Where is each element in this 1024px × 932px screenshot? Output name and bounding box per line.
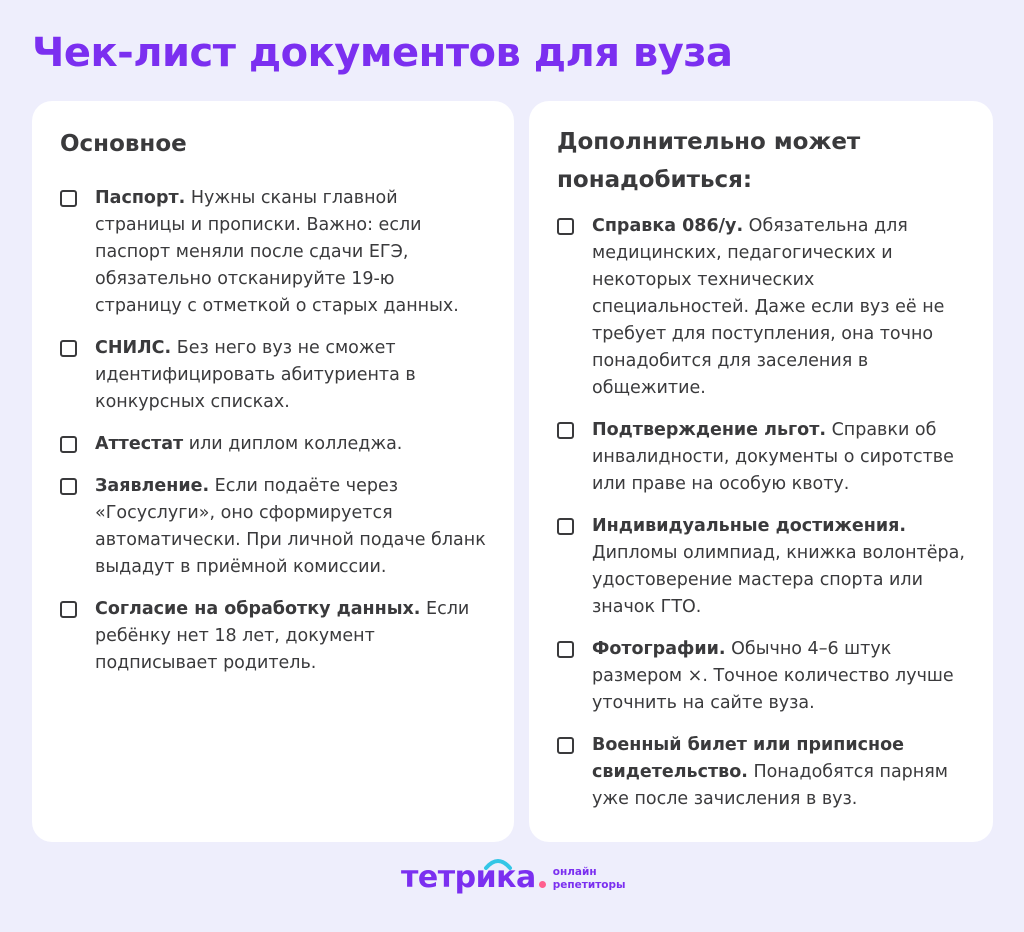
checkbox[interactable] bbox=[60, 478, 77, 495]
additional-documents-heading: Дополнительно может понадобиться: bbox=[557, 129, 861, 193]
item-description: Обычно 4–6 штук размером ×. Точное количество лучше уточнить на сайте вуза. bbox=[592, 639, 954, 713]
item-title: Фотографии. bbox=[592, 639, 726, 659]
checklist-item-application bbox=[60, 473, 486, 581]
checkbox[interactable] bbox=[60, 340, 77, 357]
item-title: Заявление. bbox=[95, 476, 210, 496]
item-description: Нужны сканы главной страницы и прописки. Важно: если паспорт меняли после сдачи ЕГЭ, обязательно отсканируйте 19-ю страницу с отметкой о старых данных. bbox=[95, 188, 459, 316]
item-title: Индивидуальные достижения. bbox=[592, 516, 907, 536]
logo-tagline bbox=[553, 866, 626, 892]
checklist-item-medical-certificate bbox=[557, 213, 965, 402]
item-text bbox=[95, 476, 486, 577]
item-description: Справки об инвалидности, документы о сиротстве или праве на особую квоту. bbox=[592, 420, 954, 494]
checklist-item-consent bbox=[60, 596, 486, 677]
item-description: Понадобятся парням уже после зачисления в вуз. bbox=[592, 762, 948, 809]
logo-wordmark bbox=[401, 860, 536, 896]
logo-dot-icon bbox=[539, 881, 546, 888]
item-text bbox=[592, 735, 948, 809]
checkbox[interactable] bbox=[557, 641, 574, 658]
additional-documents-card bbox=[529, 101, 993, 842]
item-text bbox=[95, 599, 469, 673]
item-description: Дипломы олимпиад, книжка волонтёра, удостоверение мастера спорта или значок ГТО. bbox=[592, 543, 965, 617]
item-text bbox=[95, 338, 416, 412]
item-title: Военный билет или приписное свидетельство. bbox=[592, 735, 905, 782]
item-title: Аттестат bbox=[95, 434, 184, 454]
checklist-item-benefits bbox=[557, 417, 965, 498]
item-description: Без него вуз не сможет идентифицировать абитуриента в конкурсных списках. bbox=[95, 338, 416, 412]
checkbox[interactable] bbox=[557, 422, 574, 439]
item-title: СНИЛС. bbox=[95, 338, 172, 358]
item-text bbox=[592, 516, 965, 617]
item-text bbox=[592, 420, 954, 494]
checklist-item-passport bbox=[60, 185, 486, 320]
logo-text: тетрика bbox=[401, 860, 536, 895]
additional-documents-list bbox=[557, 213, 965, 813]
item-text bbox=[592, 216, 944, 398]
checklist-item-military-id bbox=[557, 732, 965, 813]
page-title: Чек-лист документов для вуза bbox=[32, 30, 733, 76]
logo-tagline-line2: репетиторы bbox=[552, 879, 626, 891]
checklist-item-photos bbox=[557, 636, 965, 717]
main-documents-list bbox=[60, 185, 486, 677]
checkbox[interactable] bbox=[557, 218, 574, 235]
checkbox[interactable] bbox=[60, 436, 77, 453]
tetrika-logo[interactable] bbox=[401, 860, 626, 896]
checklist-item-achievements bbox=[557, 513, 965, 621]
item-text bbox=[95, 188, 459, 316]
checklist-item-certificate bbox=[60, 431, 486, 458]
item-title: Справка 086/у. bbox=[592, 216, 744, 236]
item-text bbox=[592, 639, 954, 713]
item-title: Паспорт. bbox=[95, 188, 186, 208]
item-description: Если ребёнку нет 18 лет, документ подписывает родитель. bbox=[95, 599, 470, 673]
checkbox[interactable] bbox=[60, 190, 77, 207]
item-title: Подтверждение льгот. bbox=[592, 420, 826, 440]
main-documents-heading: Основное bbox=[60, 131, 187, 157]
checkbox[interactable] bbox=[557, 737, 574, 754]
item-text bbox=[95, 434, 402, 454]
item-title: Согласие на обработку данных. bbox=[95, 599, 421, 619]
item-description: Если подаёте через «Госуслуги», оно сформируется автоматически. При личной подаче бланк выдадут в приёмной комиссии. bbox=[95, 476, 486, 577]
checklist-item-snils bbox=[60, 335, 486, 416]
logo-arc-icon bbox=[483, 856, 513, 870]
logo-tagline-line1: онлайн bbox=[552, 866, 597, 878]
checkbox[interactable] bbox=[60, 601, 77, 618]
main-documents-card bbox=[32, 101, 514, 842]
item-description: Обязательна для медицинских, педагогических и некоторых технических специальностей. Даже если вуз её не требует для поступления, она точно понадобится для заселения в общежитие. bbox=[592, 216, 945, 398]
checkbox[interactable] bbox=[557, 518, 574, 535]
item-description: или диплом колледжа. bbox=[183, 434, 403, 454]
